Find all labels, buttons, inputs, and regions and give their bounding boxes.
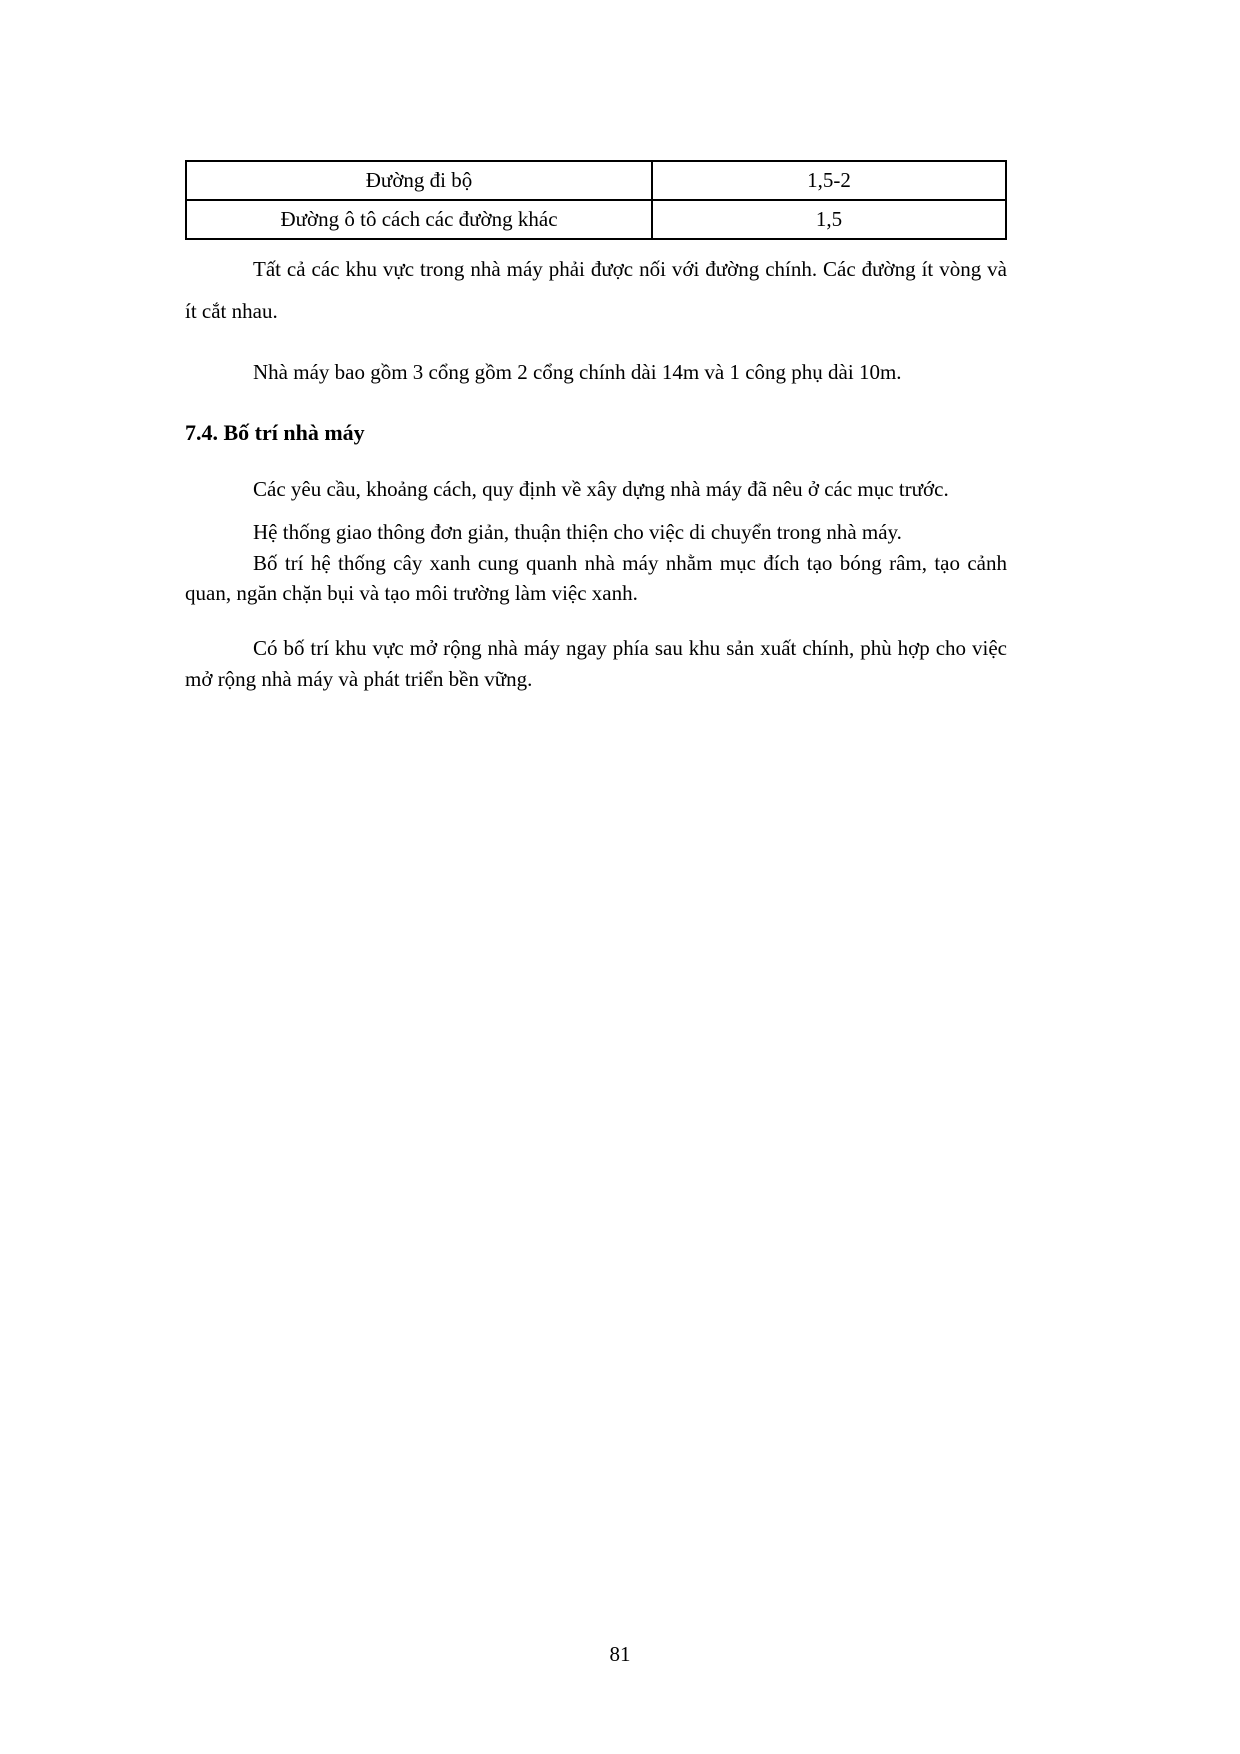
paragraph-roads: Tất cả các khu vực trong nhà máy phải được nối với đường chính. Các đường ít vòng và ít cắt nhau. — [185, 257, 1007, 323]
table-cell-value: 1,5-2 — [652, 161, 1006, 200]
paragraph-trees: Bố trí hệ thống cây xanh cung quanh nhà máy nhằm mục đích tạo bóng râm, tạo cảnh quan, ngăn chặn bụi và tạo môi trường làm việc xanh. — [185, 550, 1007, 606]
paragraph-gates: Nhà máy bao gồm 3 cổng gồm 2 cổng chính dài 14m và 1 công phụ dài 10m. — [253, 360, 902, 384]
table-row — [186, 200, 1006, 239]
document-content — [185, 160, 1007, 696]
paragraph-traffic: Hệ thống giao thông đơn giản, thuận thiện cho việc di chuyển trong nhà máy. — [253, 520, 902, 545]
table-cell-label: Đường đi bộ — [186, 161, 652, 200]
table-cell-value: 1,5 — [652, 200, 1006, 239]
section-heading: 7.4. Bố trí nhà máy — [185, 420, 365, 446]
paragraph-expansion: Có bố trí khu vực mở rộng nhà máy ngay phía sau khu sản xuất chính, phù hợp cho việc mở rộng nhà máy và phát triển bền vững. — [185, 635, 1007, 692]
table-row — [186, 161, 1006, 200]
table-cell-label: Đường ô tô cách các đường khác — [186, 200, 652, 239]
paragraph-requirements: Các yêu cầu, khoảng cách, quy định về xây dựng nhà máy đã nêu ở các mục trước. — [253, 476, 949, 501]
page-number: 81 — [609, 1642, 631, 1666]
distance-spec-table — [185, 160, 1007, 240]
